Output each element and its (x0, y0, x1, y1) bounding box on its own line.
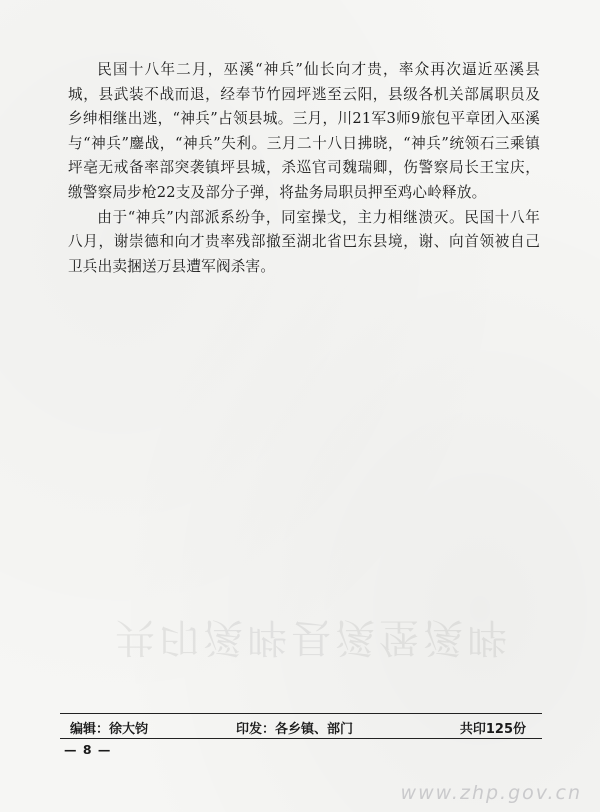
footer-info (70, 716, 526, 736)
paragraph-1: 民国十八年二月，巫溪“神兵”仙长向才贵，率众再次逼近巫溪县城，县武装不战而退，经奉节竹园坪逃至云阳，县级各机关部属职员及乡绅相继出逃，“神兵”占领县城。三月，川21军3师9旅包平章团入巫溪与“神兵”鏖战，“神兵”失利。三月二十八日拂晓，“神兵”统领石三乘镇坪亳无戒备率部突袭镇坪县城，杀巡官司魏瑞卿，伤警察局长王宝庆，缴警察局步枪22支及部分子弹，将盐务局职员押至鸡心岭释放。 (68, 61, 540, 201)
page-number: — 8 — (64, 742, 112, 757)
footer-distribution: 印发：各乡镇、部门 (236, 722, 354, 737)
paragraph-2: 由于“神兵”内部派系纷争，同室操戈，主力相继溃灭。民国十八年八月，谢崇德和向才贵率残部撤至湖北省巴东县境，谢、向首领被自己卫兵出卖捆送万县遭军阀杀害。 (68, 208, 540, 275)
site-watermark: www.zhp.gov.cn (400, 782, 582, 804)
footer-top-rule (60, 713, 542, 714)
footer-copies: 共印125份 (459, 722, 526, 737)
bleed-through-text: 共印溪哔县溪堡溪哔 (115, 614, 511, 660)
footer-editor: 编辑：徐大钧 (70, 722, 149, 737)
body-text (68, 58, 540, 279)
footer-bottom-rule (60, 738, 542, 739)
